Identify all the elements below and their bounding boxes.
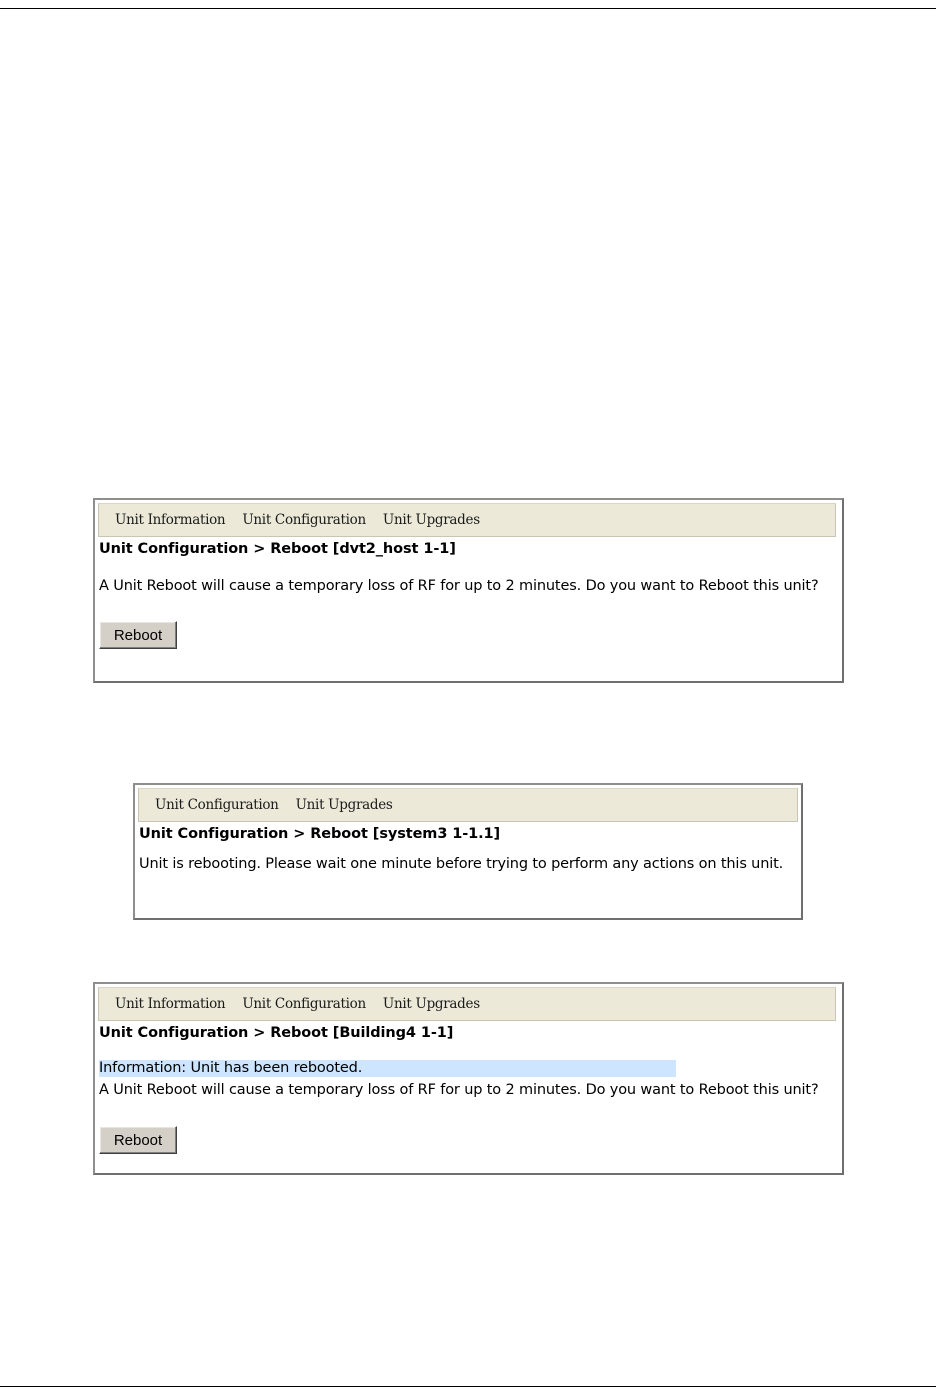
nav-unit-configuration[interactable]: Unit Configuration [155,797,279,813]
nav-unit-configuration[interactable]: Unit Configuration [242,996,366,1012]
unit-nav-bar [98,503,836,537]
reboot-warning-text: A Unit Reboot will cause a temporary loss of RF for up to 2 minutes. Do you want to Reboot this unit? [99,578,819,594]
nav-unit-information[interactable]: Unit Information [115,512,226,528]
reboot-button[interactable]: Reboot [99,1126,177,1154]
breadcrumb: Unit Configuration > Reboot [Building4 1-1] [99,1025,454,1041]
rebooting-status-panel [133,783,803,920]
nav-unit-information[interactable]: Unit Information [115,996,226,1012]
reboot-complete-panel [93,982,844,1175]
nav-unit-configuration[interactable]: Unit Configuration [242,512,366,528]
reboot-confirm-panel [93,498,844,683]
breadcrumb: Unit Configuration > Reboot [system3 1-1.1] [139,826,501,842]
page-top-rule [0,8,936,9]
unit-nav-bar [98,987,836,1021]
nav-unit-upgrades[interactable]: Unit Upgrades [382,996,480,1012]
breadcrumb: Unit Configuration > Reboot [dvt2_host 1-1] [99,541,456,557]
unit-nav-bar [138,788,798,822]
info-message: Information: Unit has been rebooted. [99,1060,676,1077]
nav-unit-upgrades[interactable]: Unit Upgrades [295,797,393,813]
rebooting-message: Unit is rebooting. Please wait one minute before trying to perform any actions on this unit. [139,856,784,872]
reboot-warning-text: A Unit Reboot will cause a temporary loss of RF for up to 2 minutes. Do you want to Reboot this unit? [99,1082,819,1098]
nav-unit-upgrades[interactable]: Unit Upgrades [382,512,480,528]
reboot-button[interactable]: Reboot [99,621,177,649]
page-bottom-rule [0,1386,936,1387]
